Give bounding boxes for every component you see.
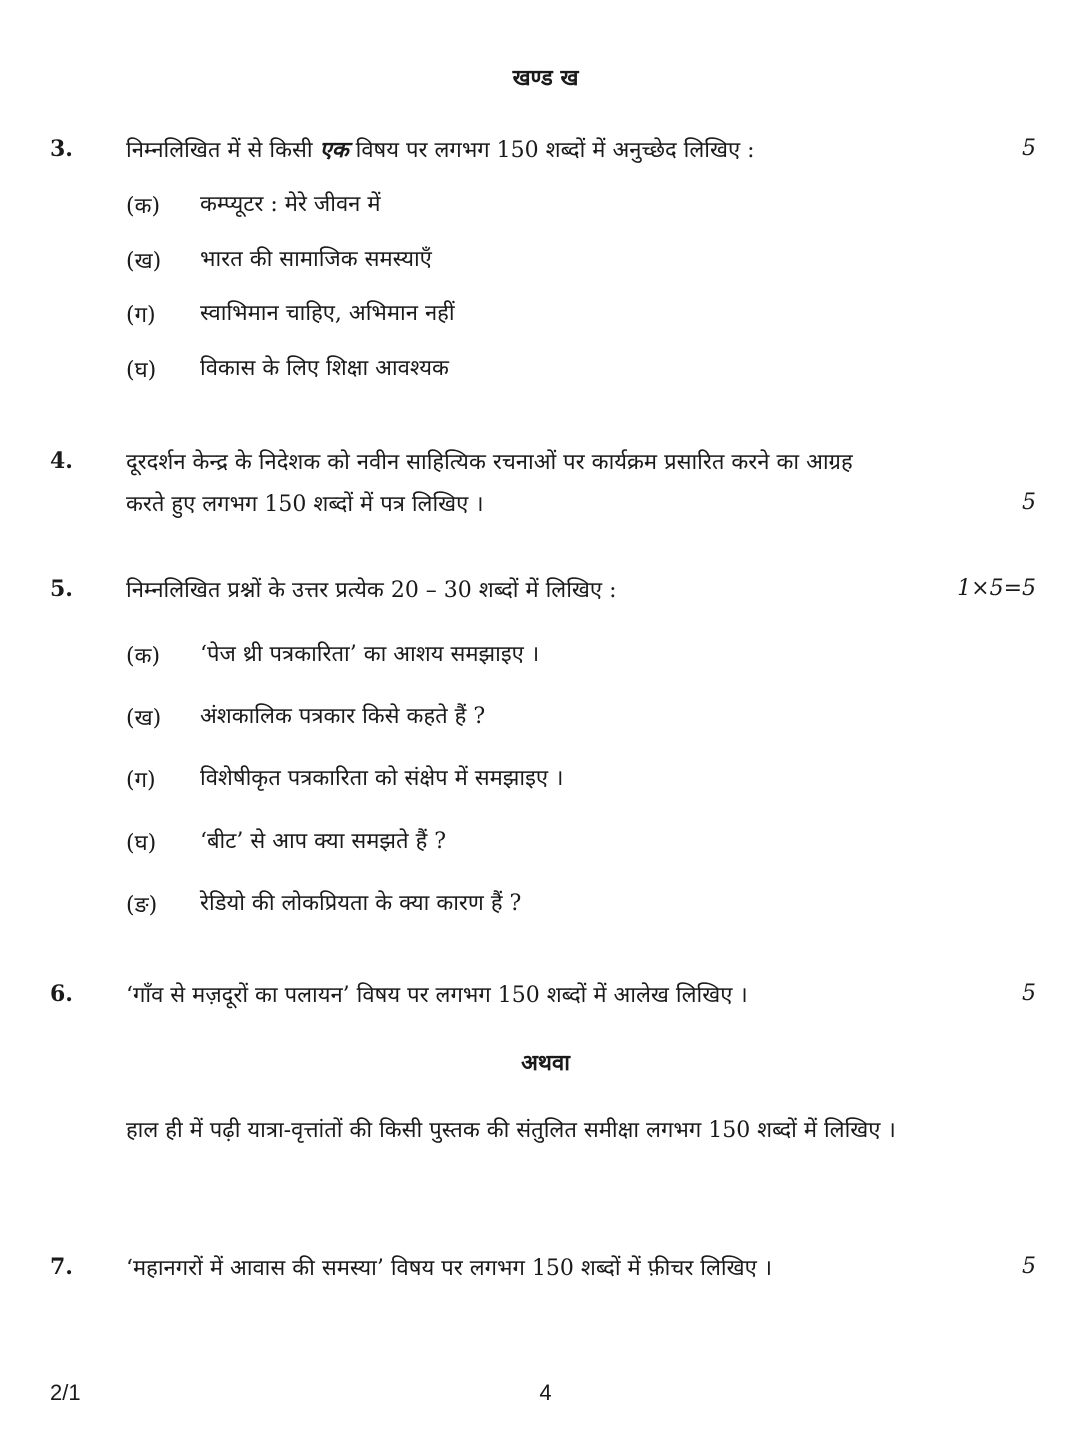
q3-option-label: (घ)	[126, 358, 157, 383]
question-3-text-before: निम्नलिखित में से किसी	[126, 138, 313, 163]
q5-option-text: ‘पेज थ्री पत्रकारिता’ का आशय समझाइए ।	[200, 642, 540, 667]
question-7-number: 7.	[50, 1254, 73, 1280]
q5-option-label: (ख)	[126, 706, 162, 731]
question-3-text	[126, 134, 755, 164]
q5-option-text: रेडियो की लोकप्रियता के क्या कारण हैं ?	[200, 891, 522, 916]
question-7-text: ‘महानगरों में आवास की समस्या’ विषय पर लगभग 150 शब्दों में फ़ीचर लिखिए ।	[126, 1256, 773, 1281]
question-3-marks: 5	[1022, 136, 1036, 161]
question-3-emphasis: एक	[319, 137, 349, 163]
page-number: 4	[539, 1380, 552, 1405]
question-6-text: ‘गाँव से मज़दूरों का पलायन’ विषय पर लगभग 150 शब्दों में आलेख लिखिए ।	[126, 983, 748, 1008]
or-label: अथवा	[521, 1050, 570, 1076]
question-3-number: 3.	[50, 136, 73, 162]
question-6-number: 6.	[50, 981, 73, 1007]
question-5-number: 5.	[50, 576, 73, 602]
q3-option-text: विकास के लिए शिक्षा आवश्यक	[200, 356, 449, 381]
question-6-marks: 5	[1022, 981, 1036, 1006]
question-4-line-2: करते हुए लगभग 150 शब्दों में पत्र लिखिए ।	[126, 492, 484, 517]
question-5-text: निम्नलिखित प्रश्नों के उत्तर प्रत्येक 20 – 30 शब्दों में लिखिए :	[126, 578, 617, 603]
question-5-marks: 1×5=5	[957, 576, 1036, 601]
question-4-number: 4.	[50, 448, 73, 474]
paper-code: 2/1	[50, 1380, 81, 1405]
q5-option-text: अंशकालिक पत्रकार किसे कहते हैं ?	[200, 704, 486, 729]
q3-option-label: (क)	[126, 194, 161, 219]
q5-option-label: (ङ)	[126, 893, 158, 918]
section-title: खण्ड ख	[512, 65, 579, 91]
question-7-marks: 5	[1022, 1254, 1036, 1279]
q3-option-label: (ग)	[126, 303, 156, 328]
q5-option-label: (क)	[126, 644, 161, 669]
q3-option-text: स्वाभिमान चाहिए, अभिमान नहीं	[200, 301, 455, 326]
question-4-marks: 5	[1022, 490, 1036, 515]
question-3-text-after: विषय पर लगभग 150 शब्दों में अनुच्छेद लिखिए :	[355, 138, 755, 163]
q5-option-text: विशेषीकृत पत्रकारिता को संक्षेप में समझाइए ।	[200, 766, 564, 791]
q3-option-text: कम्प्यूटर : मेरे जीवन में	[200, 192, 381, 217]
q3-option-text: भारत की सामाजिक समस्याएँ	[200, 247, 432, 272]
question-4-line-1: दूरदर्शन केन्द्र के निदेशक को नवीन साहित्यिक रचनाओं पर कार्यक्रम प्रसारित करने का आग्रह	[126, 450, 853, 475]
question-6-alternative: हाल ही में पढ़ी यात्रा-वृत्तांतों की किसी पुस्तक की संतुलित समीक्षा लगभग 150 शब्दों में लिखिए ।	[126, 1118, 896, 1143]
q5-option-label: (घ)	[126, 831, 157, 856]
q3-option-label: (ख)	[126, 249, 162, 274]
q5-option-text: ‘बीट’ से आप क्या समझते हैं ?	[200, 829, 447, 854]
q5-option-label: (ग)	[126, 768, 156, 793]
